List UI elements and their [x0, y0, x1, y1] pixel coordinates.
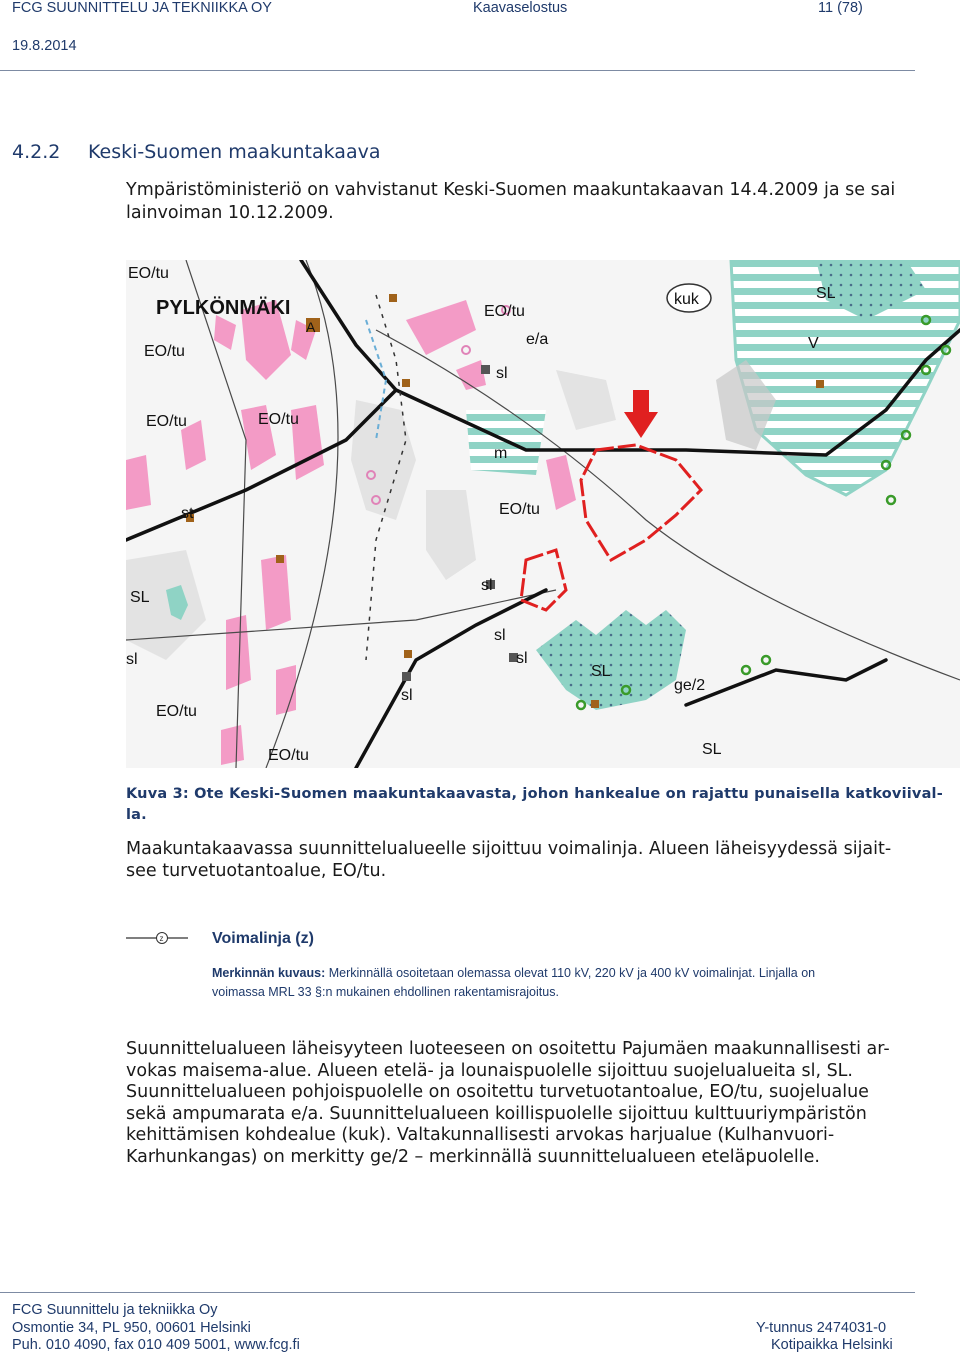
map-label-eotu-7: EO/tu: [156, 703, 197, 720]
legend-desc-line-2: voimassa MRL 33 §:n mukainen ehdollinen rakentamisrajoitus.: [212, 985, 559, 999]
paragraph-1-line-1: Maakuntakaavassa suunnittelualueelle sijoittuu voimalinja. Alueen läheisyydessä sijait-: [126, 839, 892, 859]
map-label-eotu-5: EO/tu: [146, 413, 187, 430]
legend-symbol-letter: z: [159, 934, 164, 943]
regional-plan-map: [126, 260, 960, 768]
map-label-v: V: [808, 335, 819, 352]
map-label-sl-upper-left: SL: [130, 589, 150, 606]
paragraph-2-line-2: vokas maisema-alue. Alueen etelä- ja lounaispuolelle sijoittuu suojelualueita sl, SL.: [126, 1061, 853, 1081]
map-label-eotu-8: EO/tu: [268, 747, 309, 764]
map-label-ea: e/a: [526, 331, 549, 348]
paragraph-2-line-5: kehittämisen kohdealue (kuk). Valtakunnallisesti arvokas harjualue (Kulhanvuori-: [126, 1125, 835, 1145]
map-label-pylkonmaki: PYLKÖNMÄKI: [156, 297, 291, 319]
map-label-sl-5: sl: [126, 651, 138, 668]
map-label-sl-bottom-right: SL: [702, 741, 722, 758]
map-label-sl-6: sl: [401, 687, 413, 704]
map-label-eotu-4: EO/tu: [258, 411, 299, 428]
header-date: 19.8.2014: [12, 38, 77, 54]
map-label-sl-2: sl: [481, 577, 493, 594]
footer-address: Osmontie 34, PL 950, 00601 Helsinki: [12, 1320, 251, 1336]
footer-business-id: Y-tunnus 2474031-0: [756, 1320, 887, 1336]
header-divider: [0, 70, 915, 71]
map-label-sl-4: sl: [516, 650, 528, 667]
map-label-m: m: [494, 445, 508, 462]
legend-desc-line-1: Merkinnällä osoitetaan olemassa olevat 110 kV, 220 kV ja 400 kV voimalinjat. Linjalla on: [328, 966, 816, 980]
header-company: FCG SUUNNITTELU JA TEKNIIKKA OY: [12, 0, 272, 16]
map-label-ge2: ge/2: [674, 677, 706, 694]
map-label-st: st: [181, 505, 194, 522]
map-label-eotu-1: EO/tu: [128, 265, 169, 282]
legend-desc-label: Merkinnän kuvaus:: [212, 966, 326, 980]
legend-title: Voimalinja (z): [212, 930, 314, 947]
map-label-kuk: kuk: [674, 291, 699, 308]
map-label-eotu-6: EO/tu: [499, 501, 540, 518]
footer-domicile: Kotipaikka Helsinki: [771, 1337, 893, 1353]
map-label-eotu-2: EO/tu: [144, 343, 185, 360]
powerline-legend-symbol: [126, 930, 188, 946]
map-label-sl-3: sl: [494, 627, 506, 644]
legend-description: [212, 964, 912, 983]
figure-caption-line-2: la.: [126, 807, 147, 823]
paragraph-2-line-1: Suunnittelualueen läheisyyteen luoteeseen on osoitettu Pajumäen maakunnallisesti ar-: [126, 1039, 890, 1059]
paragraph-1-line-2: see turvetuotantoalue, EO/tu.: [126, 861, 387, 881]
paragraph-2-line-6: Karhunkangas) on merkitty ge/2 – merkinnällä suunnittelualueen eteläpuolelle.: [126, 1147, 820, 1167]
header-page-number: 11 (78): [818, 0, 863, 16]
map-label-sl-top-right: SL: [816, 285, 836, 302]
footer-divider: [0, 1292, 915, 1293]
map-label-sl-1: sl: [496, 365, 508, 382]
map-label-eotu-3: EO/tu: [484, 303, 525, 320]
paragraph-2-line-3: Suunnittelualueen pohjoispuolelle on osoitettu turvetuotantoalue, EO/tu, suojelualue: [126, 1082, 869, 1102]
map-label-a: A: [306, 319, 316, 335]
intro-line-2: lainvoiman 10.12.2009.: [126, 203, 334, 223]
section-title: Keski-Suomen maakuntakaava: [88, 141, 381, 163]
header-doc-type: Kaavaselostus: [473, 0, 568, 16]
section-number: 4.2.2: [12, 141, 61, 163]
footer-phone: Puh. 010 4090, fax 010 409 5001, www.fcg.fi: [12, 1337, 300, 1353]
footer-company: FCG Suunnittelu ja tekniikka Oy: [12, 1302, 218, 1318]
map-label-sl-big: SL: [591, 663, 611, 680]
paragraph-2-line-4: sekä ampumarata e/a. Suunnittelualueen koillispuolelle sijoittuu kulttuuriympäristön: [126, 1104, 867, 1124]
figure-caption-line-1: Kuva 3: Ote Keski-Suomen maakuntakaavasta, johon hankealue on rajattu punaisella katkoviival-: [126, 786, 943, 802]
intro-line-1: Ympäristöministeriö on vahvistanut Keski-Suomen maakuntakaavan 14.4.2009 ja se sai: [126, 180, 896, 200]
